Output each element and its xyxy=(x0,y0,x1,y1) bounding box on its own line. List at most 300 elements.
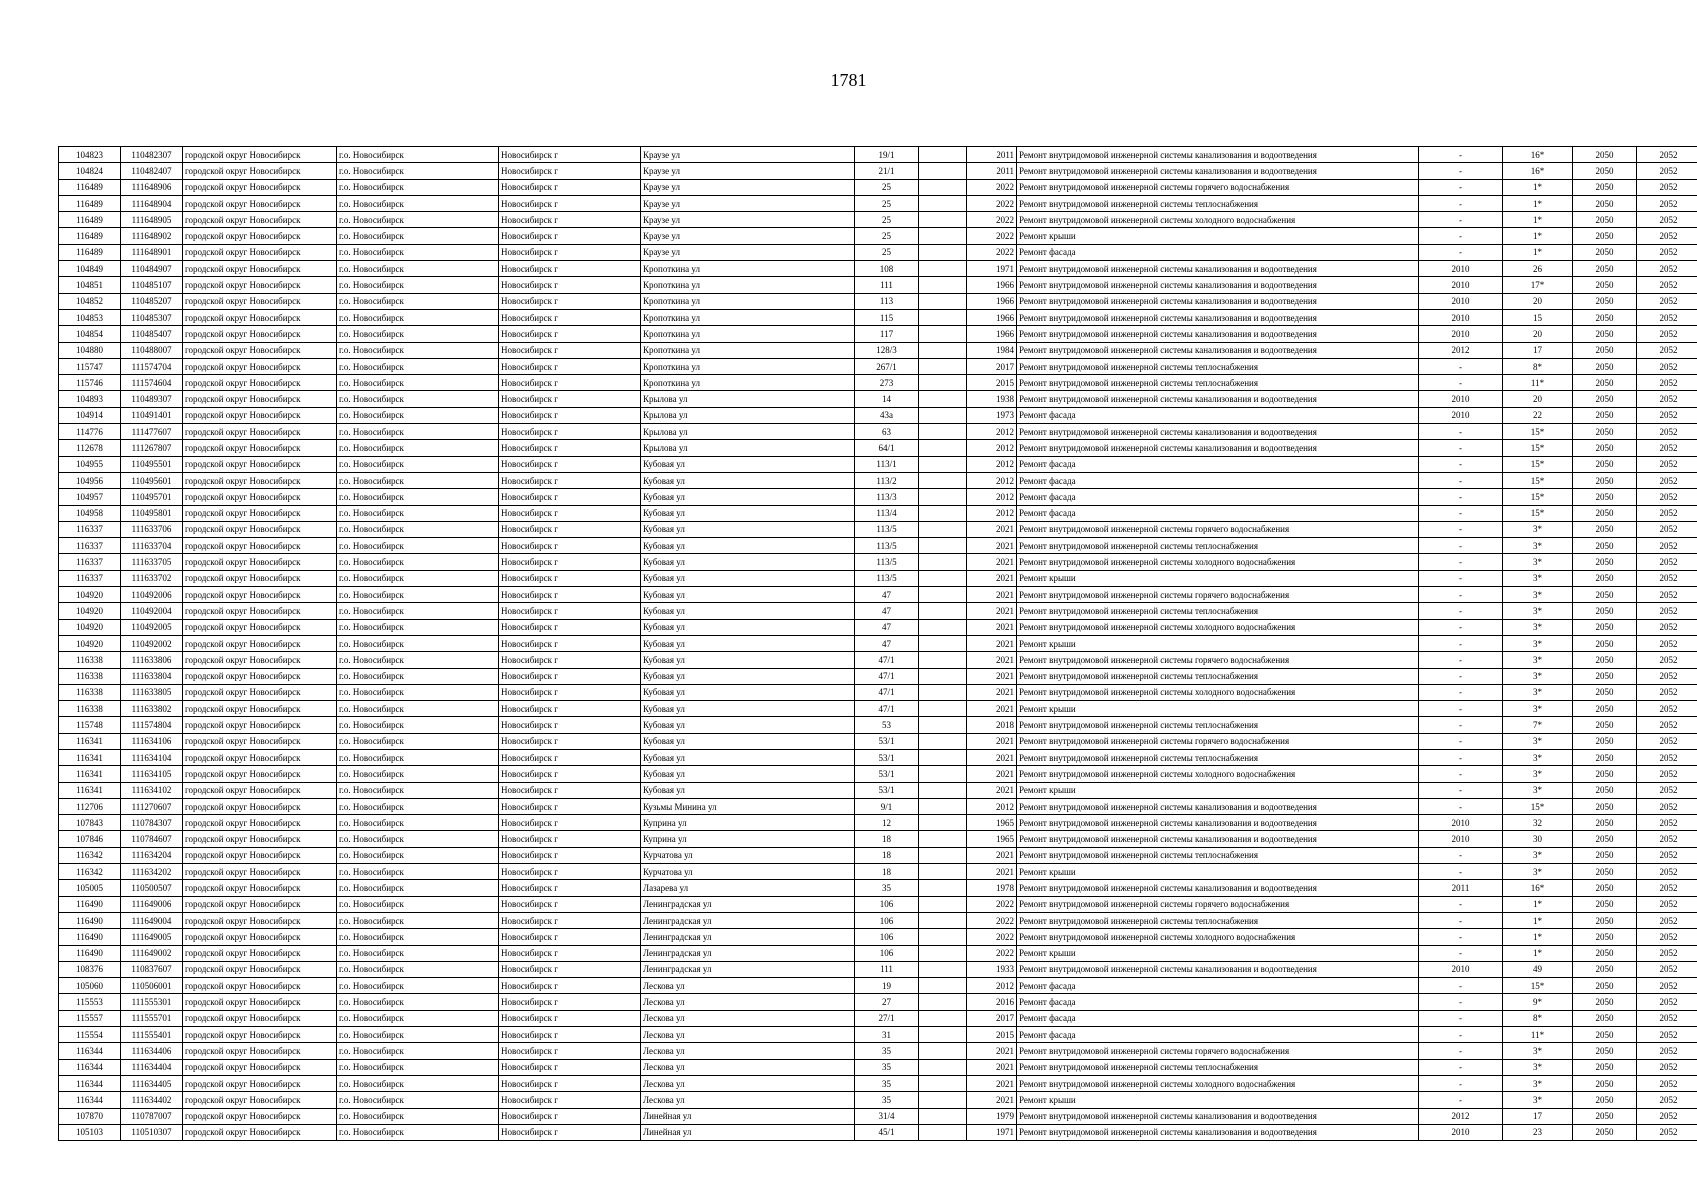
cell-work-type: Ремонт внутридомовой инженерной системы канализования и водоотведения xyxy=(1017,424,1419,440)
cell-plan-start-year: 2050 xyxy=(1573,228,1637,244)
cell-settlement: Новосибирск г xyxy=(499,1075,641,1091)
cell-plan-start-year: 2050 xyxy=(1573,277,1637,293)
cell-settlement: Новосибирск г xyxy=(499,1027,641,1043)
cell-house-number: 43а xyxy=(855,407,919,423)
cell-house-number: 64/1 xyxy=(855,440,919,456)
cell-settlement: Новосибирск г xyxy=(499,1043,641,1059)
cell-house-number: 128/3 xyxy=(855,342,919,358)
cell-commission-year: 1984 xyxy=(967,342,1017,358)
cell-municipality: г.о. Новосибирск xyxy=(337,489,499,505)
cell-wear-percent: 3* xyxy=(1503,733,1573,749)
cell-commission-year: 2012 xyxy=(967,798,1017,814)
cell-plan-start-year: 2050 xyxy=(1573,684,1637,700)
cell-work-type: Ремонт внутридомовой инженерной системы канализования и водоотведения xyxy=(1017,277,1419,293)
cell-object-id: 104854 xyxy=(59,326,121,342)
cell-work-id: 111633705 xyxy=(121,554,183,570)
cell-house-number: 12 xyxy=(855,815,919,831)
cell-plan-start-year: 2050 xyxy=(1573,195,1637,211)
cell-municipal-district: городской округ Новосибирск xyxy=(183,554,337,570)
cell-municipal-district: городской округ Новосибирск xyxy=(183,668,337,684)
cell-work-id: 111633704 xyxy=(121,538,183,554)
cell-plan-end-year: 2052 xyxy=(1637,782,1697,798)
cell-commission-year: 2021 xyxy=(967,619,1017,635)
cell-commission-year: 2021 xyxy=(967,668,1017,684)
cell-plan-end-year: 2052 xyxy=(1637,521,1697,537)
cell-municipal-district: городской округ Новосибирск xyxy=(183,293,337,309)
cell-object-id: 105060 xyxy=(59,978,121,994)
cell-house-number: 113/3 xyxy=(855,489,919,505)
cell-work-type: Ремонт внутридомовой инженерной системы канализования и водоотведения xyxy=(1017,163,1419,179)
cell-municipality: г.о. Новосибирск xyxy=(337,929,499,945)
cell-work-id: 110485107 xyxy=(121,277,183,293)
table-row xyxy=(59,456,1697,472)
cell-object-id: 104920 xyxy=(59,635,121,651)
cell-wear-percent: 7* xyxy=(1503,717,1573,733)
cell-settlement: Новосибирск г xyxy=(499,961,641,977)
cell-plan-end-year: 2052 xyxy=(1637,1010,1697,1026)
cell-plan-start-year: 2050 xyxy=(1573,733,1637,749)
cell-work-type: Ремонт фасада xyxy=(1017,978,1419,994)
cell-wear-percent: 3* xyxy=(1503,521,1573,537)
cell-commission-year: 2012 xyxy=(967,489,1017,505)
cell-municipality: г.о. Новосибирск xyxy=(337,1092,499,1108)
cell-street: Краузе ул xyxy=(641,195,855,211)
cell-object-id: 116341 xyxy=(59,782,121,798)
cell-work-type: Ремонт внутридомовой инженерной системы холодного водоснабжения xyxy=(1017,1075,1419,1091)
cell-settlement: Новосибирск г xyxy=(499,456,641,472)
cell-building xyxy=(919,326,967,342)
cell-commission-year: 2022 xyxy=(967,228,1017,244)
cell-object-id: 105103 xyxy=(59,1124,121,1140)
cell-municipal-district: городской округ Новосибирск xyxy=(183,472,337,488)
cell-object-id: 104893 xyxy=(59,391,121,407)
table-row xyxy=(59,538,1697,554)
cell-object-id: 116489 xyxy=(59,195,121,211)
cell-plan-end-year: 2052 xyxy=(1637,603,1697,619)
cell-street: Кубовая ул xyxy=(641,505,855,521)
cell-plan-start-year: 2050 xyxy=(1573,717,1637,733)
cell-commission-year: 2012 xyxy=(967,456,1017,472)
table-row xyxy=(59,684,1697,700)
cell-work-type: Ремонт внутридомовой инженерной системы канализования и водоотведения xyxy=(1017,391,1419,407)
table-row xyxy=(59,766,1697,782)
cell-plan-start-year: 2050 xyxy=(1573,635,1637,651)
table-row xyxy=(59,326,1697,342)
cell-municipal-district: городской округ Новосибирск xyxy=(183,456,337,472)
cell-commission-year: 2015 xyxy=(967,375,1017,391)
cell-settlement: Новосибирск г xyxy=(499,603,641,619)
table-row xyxy=(59,635,1697,651)
cell-work-id: 110500507 xyxy=(121,880,183,896)
cell-municipal-district: городской округ Новосибирск xyxy=(183,847,337,863)
cell-municipality: г.о. Новосибирск xyxy=(337,326,499,342)
cell-last-repair-year: - xyxy=(1419,179,1503,195)
cell-plan-start-year: 2050 xyxy=(1573,147,1637,163)
cell-settlement: Новосибирск г xyxy=(499,880,641,896)
cell-commission-year: 1979 xyxy=(967,1108,1017,1124)
cell-building xyxy=(919,358,967,374)
cell-street: Кропоткина ул xyxy=(641,261,855,277)
cell-object-id: 104920 xyxy=(59,603,121,619)
cell-last-repair-year: - xyxy=(1419,896,1503,912)
cell-plan-end-year: 2052 xyxy=(1637,766,1697,782)
cell-building xyxy=(919,375,967,391)
cell-last-repair-year: - xyxy=(1419,1075,1503,1091)
cell-commission-year: 2021 xyxy=(967,538,1017,554)
cell-work-id: 111634406 xyxy=(121,1043,183,1059)
cell-building xyxy=(919,407,967,423)
cell-street: Кубовая ул xyxy=(641,603,855,619)
cell-municipal-district: городской округ Новосибирск xyxy=(183,440,337,456)
cell-commission-year: 1978 xyxy=(967,880,1017,896)
cell-plan-end-year: 2052 xyxy=(1637,961,1697,977)
cell-house-number: 113 xyxy=(855,293,919,309)
cell-house-number: 106 xyxy=(855,929,919,945)
cell-plan-end-year: 2052 xyxy=(1637,978,1697,994)
cell-plan-end-year: 2052 xyxy=(1637,489,1697,505)
cell-plan-end-year: 2052 xyxy=(1637,195,1697,211)
cell-street: Лескова ул xyxy=(641,1092,855,1108)
cell-commission-year: 1965 xyxy=(967,831,1017,847)
cell-wear-percent: 15* xyxy=(1503,978,1573,994)
cell-wear-percent: 23 xyxy=(1503,1124,1573,1140)
cell-commission-year: 2022 xyxy=(967,929,1017,945)
cell-settlement: Новосибирск г xyxy=(499,701,641,717)
cell-plan-end-year: 2052 xyxy=(1637,179,1697,195)
cell-work-type: Ремонт внутридомовой инженерной системы теплоснабжения xyxy=(1017,358,1419,374)
cell-house-number: 113/2 xyxy=(855,472,919,488)
cell-commission-year: 2011 xyxy=(967,163,1017,179)
cell-house-number: 108 xyxy=(855,261,919,277)
cell-object-id: 104823 xyxy=(59,147,121,163)
cell-municipality: г.о. Новосибирск xyxy=(337,587,499,603)
cell-house-number: 106 xyxy=(855,896,919,912)
cell-work-id: 111649006 xyxy=(121,896,183,912)
cell-wear-percent: 3* xyxy=(1503,1043,1573,1059)
cell-wear-percent: 15* xyxy=(1503,440,1573,456)
cell-building xyxy=(919,994,967,1010)
cell-street: Ленинградская ул xyxy=(641,912,855,928)
cell-municipal-district: городской округ Новосибирск xyxy=(183,326,337,342)
cell-work-id: 111555401 xyxy=(121,1027,183,1043)
cell-plan-start-year: 2050 xyxy=(1573,880,1637,896)
cell-plan-end-year: 2052 xyxy=(1637,1108,1697,1124)
table-row xyxy=(59,293,1697,309)
cell-last-repair-year: - xyxy=(1419,717,1503,733)
cell-house-number: 18 xyxy=(855,864,919,880)
cell-municipal-district: городской округ Новосибирск xyxy=(183,945,337,961)
cell-settlement: Новосибирск г xyxy=(499,912,641,928)
cell-wear-percent: 1* xyxy=(1503,945,1573,961)
cell-plan-start-year: 2050 xyxy=(1573,293,1637,309)
cell-house-number: 18 xyxy=(855,847,919,863)
cell-plan-end-year: 2052 xyxy=(1637,440,1697,456)
cell-object-id: 104957 xyxy=(59,489,121,505)
cell-work-id: 111648902 xyxy=(121,228,183,244)
cell-work-id: 111649004 xyxy=(121,912,183,928)
cell-work-type: Ремонт крыши xyxy=(1017,782,1419,798)
cell-settlement: Новосибирск г xyxy=(499,440,641,456)
cell-last-repair-year: - xyxy=(1419,440,1503,456)
cell-plan-end-year: 2052 xyxy=(1637,733,1697,749)
cell-house-number: 45/1 xyxy=(855,1124,919,1140)
cell-last-repair-year: - xyxy=(1419,375,1503,391)
cell-last-repair-year: - xyxy=(1419,587,1503,603)
cell-street: Куприна ул xyxy=(641,831,855,847)
cell-municipal-district: городской округ Новосибирск xyxy=(183,603,337,619)
cell-plan-start-year: 2050 xyxy=(1573,1075,1637,1091)
cell-last-repair-year: - xyxy=(1419,163,1503,179)
cell-object-id: 107843 xyxy=(59,815,121,831)
cell-object-id: 116337 xyxy=(59,554,121,570)
cell-street: Кубовая ул xyxy=(641,733,855,749)
cell-work-id: 111648905 xyxy=(121,212,183,228)
cell-wear-percent: 20 xyxy=(1503,293,1573,309)
cell-plan-start-year: 2050 xyxy=(1573,603,1637,619)
table-row xyxy=(59,440,1697,456)
cell-work-type: Ремонт фасада xyxy=(1017,244,1419,260)
cell-plan-start-year: 2050 xyxy=(1573,1027,1637,1043)
cell-municipality: г.о. Новосибирск xyxy=(337,619,499,635)
cell-plan-end-year: 2052 xyxy=(1637,391,1697,407)
cell-work-type: Ремонт внутридомовой инженерной системы горячего водоснабжения xyxy=(1017,733,1419,749)
cell-house-number: 106 xyxy=(855,912,919,928)
cell-work-id: 111633805 xyxy=(121,684,183,700)
cell-street: Лескова ул xyxy=(641,1059,855,1075)
table-row xyxy=(59,309,1697,325)
cell-wear-percent: 1* xyxy=(1503,228,1573,244)
cell-municipality: г.о. Новосибирск xyxy=(337,456,499,472)
cell-wear-percent: 1* xyxy=(1503,212,1573,228)
cell-plan-end-year: 2052 xyxy=(1637,309,1697,325)
table-row xyxy=(59,391,1697,407)
cell-municipal-district: городской округ Новосибирск xyxy=(183,929,337,945)
cell-work-type: Ремонт внутридомовой инженерной системы канализования и водоотведения xyxy=(1017,798,1419,814)
cell-work-type: Ремонт внутридомовой инженерной системы теплоснабжения xyxy=(1017,847,1419,863)
cell-wear-percent: 3* xyxy=(1503,652,1573,668)
cell-municipal-district: городской округ Новосибирск xyxy=(183,684,337,700)
cell-last-repair-year: - xyxy=(1419,782,1503,798)
cell-last-repair-year: - xyxy=(1419,505,1503,521)
cell-building xyxy=(919,929,967,945)
cell-street: Кубовая ул xyxy=(641,749,855,765)
cell-wear-percent: 16* xyxy=(1503,880,1573,896)
cell-municipal-district: городской округ Новосибирск xyxy=(183,1027,337,1043)
cell-settlement: Новосибирск г xyxy=(499,684,641,700)
cell-last-repair-year: - xyxy=(1419,570,1503,586)
cell-object-id: 112706 xyxy=(59,798,121,814)
cell-last-repair-year: - xyxy=(1419,195,1503,211)
cell-plan-start-year: 2050 xyxy=(1573,864,1637,880)
cell-object-id: 104880 xyxy=(59,342,121,358)
cell-municipal-district: городской округ Новосибирск xyxy=(183,1124,337,1140)
cell-object-id: 104914 xyxy=(59,407,121,423)
cell-commission-year: 2021 xyxy=(967,847,1017,863)
cell-wear-percent: 15* xyxy=(1503,798,1573,814)
cell-house-number: 14 xyxy=(855,391,919,407)
cell-plan-start-year: 2050 xyxy=(1573,570,1637,586)
cell-object-id: 104920 xyxy=(59,587,121,603)
cell-plan-start-year: 2050 xyxy=(1573,815,1637,831)
cell-commission-year: 2022 xyxy=(967,912,1017,928)
cell-house-number: 47/1 xyxy=(855,668,919,684)
cell-settlement: Новосибирск г xyxy=(499,847,641,863)
cell-municipality: г.о. Новосибирск xyxy=(337,864,499,880)
cell-object-id: 116344 xyxy=(59,1075,121,1091)
cell-work-id: 110787007 xyxy=(121,1108,183,1124)
cell-last-repair-year: - xyxy=(1419,554,1503,570)
cell-wear-percent: 3* xyxy=(1503,1092,1573,1108)
table-row xyxy=(59,407,1697,423)
cell-work-id: 111555701 xyxy=(121,1010,183,1026)
cell-municipal-district: городской округ Новосибирск xyxy=(183,212,337,228)
cell-municipality: г.о. Новосибирск xyxy=(337,912,499,928)
cell-wear-percent: 1* xyxy=(1503,195,1573,211)
table-row xyxy=(59,1043,1697,1059)
cell-plan-start-year: 2050 xyxy=(1573,407,1637,423)
cell-work-type: Ремонт внутридомовой инженерной системы холодного водоснабжения xyxy=(1017,554,1419,570)
cell-house-number: 63 xyxy=(855,424,919,440)
table-row xyxy=(59,424,1697,440)
cell-work-type: Ремонт фасада xyxy=(1017,994,1419,1010)
cell-commission-year: 2017 xyxy=(967,1010,1017,1026)
cell-settlement: Новосибирск г xyxy=(499,619,641,635)
table-row xyxy=(59,244,1697,260)
cell-building xyxy=(919,212,967,228)
cell-house-number: 47 xyxy=(855,603,919,619)
cell-work-id: 110484907 xyxy=(121,261,183,277)
cell-plan-start-year: 2050 xyxy=(1573,766,1637,782)
cell-settlement: Новосибирск г xyxy=(499,407,641,423)
cell-last-repair-year: - xyxy=(1419,1027,1503,1043)
cell-work-type: Ремонт внутридомовой инженерной системы канализования и водоотведения xyxy=(1017,261,1419,277)
cell-municipal-district: городской округ Новосибирск xyxy=(183,896,337,912)
cell-municipality: г.о. Новосибирск xyxy=(337,538,499,554)
cell-last-repair-year: - xyxy=(1419,635,1503,651)
cell-wear-percent: 8* xyxy=(1503,358,1573,374)
cell-commission-year: 2021 xyxy=(967,1059,1017,1075)
cell-municipality: г.о. Новосибирск xyxy=(337,424,499,440)
cell-last-repair-year: - xyxy=(1419,668,1503,684)
cell-wear-percent: 3* xyxy=(1503,570,1573,586)
cell-plan-end-year: 2052 xyxy=(1637,831,1697,847)
table-row xyxy=(59,228,1697,244)
cell-municipal-district: городской округ Новосибирск xyxy=(183,342,337,358)
cell-municipality: г.о. Новосибирск xyxy=(337,815,499,831)
cell-last-repair-year: - xyxy=(1419,701,1503,717)
cell-municipal-district: городской округ Новосибирск xyxy=(183,1075,337,1091)
cell-street: Лескова ул xyxy=(641,1075,855,1091)
cell-street: Ленинградская ул xyxy=(641,896,855,912)
cell-work-id: 111574704 xyxy=(121,358,183,374)
cell-building xyxy=(919,619,967,635)
cell-house-number: 35 xyxy=(855,1075,919,1091)
cell-commission-year: 2012 xyxy=(967,505,1017,521)
cell-last-repair-year: - xyxy=(1419,472,1503,488)
cell-commission-year: 2021 xyxy=(967,1075,1017,1091)
cell-plan-end-year: 2052 xyxy=(1637,1059,1697,1075)
cell-work-type: Ремонт фасада xyxy=(1017,407,1419,423)
table-row xyxy=(59,1027,1697,1043)
cell-municipality: г.о. Новосибирск xyxy=(337,407,499,423)
cell-municipal-district: городской округ Новосибирск xyxy=(183,277,337,293)
cell-building xyxy=(919,309,967,325)
cell-municipality: г.о. Новосибирск xyxy=(337,570,499,586)
table-row xyxy=(59,505,1697,521)
cell-settlement: Новосибирск г xyxy=(499,554,641,570)
cell-municipality: г.о. Новосибирск xyxy=(337,766,499,782)
cell-building xyxy=(919,1010,967,1026)
cell-plan-end-year: 2052 xyxy=(1637,244,1697,260)
cell-street: Кубовая ул xyxy=(641,684,855,700)
cell-building xyxy=(919,1092,967,1108)
cell-last-repair-year: - xyxy=(1419,603,1503,619)
page-number: 1781 xyxy=(830,70,867,90)
cell-object-id: 115748 xyxy=(59,717,121,733)
cell-commission-year: 2012 xyxy=(967,424,1017,440)
cell-work-type: Ремонт внутридомовой инженерной системы горячего водоснабжения xyxy=(1017,896,1419,912)
cell-wear-percent: 15* xyxy=(1503,505,1573,521)
cell-settlement: Новосибирск г xyxy=(499,179,641,195)
cell-building xyxy=(919,668,967,684)
cell-municipal-district: городской округ Новосибирск xyxy=(183,1043,337,1059)
cell-work-id: 111633802 xyxy=(121,701,183,717)
cell-work-type: Ремонт внутридомовой инженерной системы канализования и водоотведения xyxy=(1017,880,1419,896)
cell-object-id: 115554 xyxy=(59,1027,121,1043)
cell-last-repair-year: 2010 xyxy=(1419,293,1503,309)
cell-commission-year: 1966 xyxy=(967,326,1017,342)
cell-commission-year: 2022 xyxy=(967,896,1017,912)
cell-municipal-district: городской округ Новосибирск xyxy=(183,717,337,733)
cell-wear-percent: 17* xyxy=(1503,277,1573,293)
cell-work-id: 111633806 xyxy=(121,652,183,668)
cell-street: Крылова ул xyxy=(641,407,855,423)
cell-work-type: Ремонт внутридомовой инженерной системы теплоснабжения xyxy=(1017,538,1419,554)
cell-building xyxy=(919,489,967,505)
cell-wear-percent: 17 xyxy=(1503,342,1573,358)
cell-work-id: 110837607 xyxy=(121,961,183,977)
cell-last-repair-year: - xyxy=(1419,912,1503,928)
cell-object-id: 115747 xyxy=(59,358,121,374)
table-row xyxy=(59,570,1697,586)
cell-last-repair-year: - xyxy=(1419,619,1503,635)
cell-work-id: 110495801 xyxy=(121,505,183,521)
cell-work-id: 110485407 xyxy=(121,326,183,342)
cell-street: Кубовая ул xyxy=(641,766,855,782)
cell-street: Курчатова ул xyxy=(641,864,855,880)
cell-house-number: 53/1 xyxy=(855,733,919,749)
cell-plan-start-year: 2050 xyxy=(1573,668,1637,684)
cell-wear-percent: 11* xyxy=(1503,1027,1573,1043)
table-row xyxy=(59,880,1697,896)
cell-building xyxy=(919,1075,967,1091)
cell-last-repair-year: - xyxy=(1419,489,1503,505)
cell-house-number: 106 xyxy=(855,945,919,961)
cell-work-id: 111634202 xyxy=(121,864,183,880)
cell-object-id: 116338 xyxy=(59,684,121,700)
table-row xyxy=(59,147,1697,163)
cell-commission-year: 2022 xyxy=(967,179,1017,195)
cell-last-repair-year: 2010 xyxy=(1419,1124,1503,1140)
table-row xyxy=(59,815,1697,831)
cell-work-type: Ремонт фасада xyxy=(1017,489,1419,505)
cell-building xyxy=(919,1043,967,1059)
cell-municipal-district: городской округ Новосибирск xyxy=(183,766,337,782)
cell-last-repair-year: - xyxy=(1419,749,1503,765)
cell-municipal-district: городской округ Новосибирск xyxy=(183,407,337,423)
cell-building xyxy=(919,880,967,896)
cell-municipal-district: городской округ Новосибирск xyxy=(183,587,337,603)
